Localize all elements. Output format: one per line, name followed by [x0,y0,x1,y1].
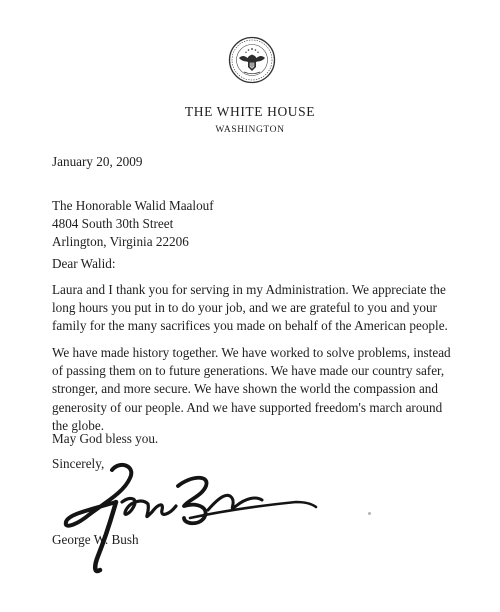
salutation: Dear Walid: [52,256,116,271]
letterhead-title: THE WHITE HOUSE [184,104,316,119]
closing: Sincerely, [52,456,105,471]
signer-name: George W. Bush [52,532,139,547]
paragraph-line: We have made history together. We have worked to solve problems, instead [52,345,451,360]
address-line: The Honorable Walid Maalouf [52,198,214,213]
paragraph-line: stronger, and more secure. We have shown the world the compassion and [52,381,438,397]
blessing: May God bless you. [52,431,159,446]
paragraph-line: Laura and I thank you for serving in my Administration. We appreciate the [52,282,446,297]
letter-date: January 20, 2009 [52,154,143,169]
handwritten-signature [60,452,320,582]
paragraph-line: long hours you put in to do your job, and we are grateful to you and your [52,300,437,316]
paragraph-line: family for the many sacrifices you made on behalf of the American people. [52,318,448,334]
paragraph-thanks [52,281,452,336]
letterhead-subtitle: WASHINGTON [215,125,285,135]
paragraph-line: the globe. [52,417,105,433]
scan-speck [368,512,371,515]
paragraph-history [52,344,452,435]
paragraph-line: of passing them on to future generations. We have made our country safer, [52,363,445,379]
address-line: 4804 South 30th Street [52,216,174,232]
presidential-seal-icon [228,36,276,84]
paragraph-line: generosity of our people. And we have supported freedom's march around [52,399,443,415]
address-line: Arlington, Virginia 22206 [52,234,189,250]
recipient-address [52,197,452,252]
